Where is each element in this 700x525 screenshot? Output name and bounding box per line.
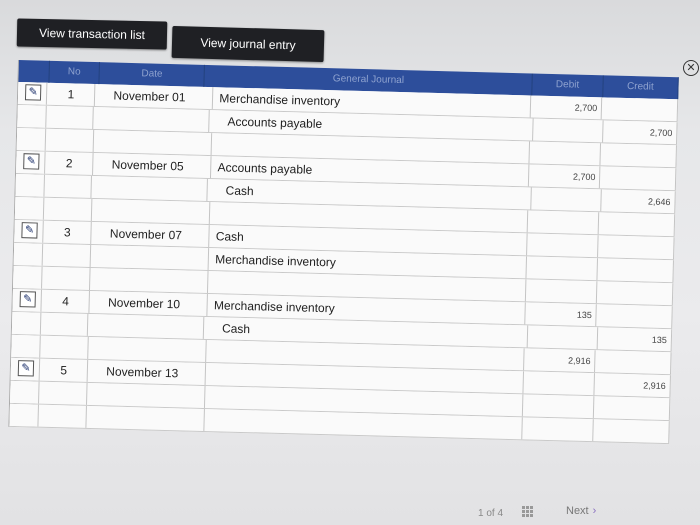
view-transaction-list-button[interactable]: View transaction list [17, 18, 168, 49]
chevron-right-icon: › [592, 505, 597, 517]
entry-number [46, 106, 94, 129]
edit-cell [15, 174, 44, 197]
edit-cell [11, 335, 41, 358]
header-credit: Credit [603, 75, 679, 99]
header-no: No [49, 61, 100, 84]
entry-number [42, 267, 91, 290]
debit-amount [523, 417, 595, 441]
credit-amount [597, 304, 673, 328]
account-name: Merchandise inventory [209, 248, 527, 278]
entry-date [91, 245, 209, 270]
credit-amount [599, 212, 675, 236]
account-name: Cash [204, 317, 528, 347]
debit-amount [528, 210, 600, 234]
entry-number: 4 [42, 290, 91, 313]
view-journal-entry-worksheet-button[interactable]: View journal entry [172, 26, 325, 62]
next-button[interactable] [566, 505, 596, 517]
credit-amount [595, 350, 671, 374]
edit-cell [14, 220, 44, 243]
entry-date: November 07 [92, 222, 210, 247]
account-name: Merchandise inventory [213, 87, 531, 117]
entry-date [92, 199, 210, 224]
entry-date: November 05 [93, 153, 211, 178]
debit-amount [528, 325, 598, 349]
edit-cell [9, 404, 39, 427]
entry-number [39, 405, 88, 428]
page-indicator: 1 of 4 [478, 508, 504, 519]
credit-amount [594, 419, 670, 443]
debit-amount [527, 256, 599, 280]
edit-cell [14, 243, 44, 266]
edit-cell [17, 105, 46, 128]
entry-number [41, 313, 89, 336]
account-name: Accounts payable [211, 156, 529, 186]
account-name: Cash [207, 179, 531, 209]
entry-number: 3 [43, 221, 92, 244]
debit-amount: 2,700 [529, 164, 601, 188]
edit-cell [18, 82, 48, 105]
debit-amount [533, 119, 603, 143]
header-date: Date [100, 62, 206, 87]
entry-date: November 13 [88, 360, 206, 385]
entry-date: November 01 [95, 84, 213, 109]
debit-amount [531, 187, 601, 211]
debit-amount [523, 394, 595, 418]
entry-date: November 10 [90, 291, 208, 316]
entry-date [88, 314, 205, 339]
edit-cell [16, 151, 46, 174]
credit-amount [602, 97, 678, 121]
entry-number [44, 198, 93, 221]
debit-amount [530, 141, 602, 165]
entry-number [44, 175, 92, 198]
credit-amount [594, 396, 670, 420]
edit-cell [12, 289, 42, 312]
entry-number [46, 129, 95, 152]
next-label: Next [566, 505, 589, 517]
pencil-icon[interactable]: ✎ [20, 291, 36, 307]
journal-table [8, 60, 678, 444]
entry-date [91, 176, 208, 201]
entry-number: 1 [47, 83, 96, 106]
edit-cell [17, 128, 47, 151]
header-debit: Debit [533, 73, 604, 97]
debit-amount: 135 [526, 302, 598, 326]
edit-cell [15, 197, 45, 220]
header-edit [18, 60, 49, 83]
grid-icon[interactable] [522, 506, 534, 518]
pencil-icon[interactable]: ✎ [21, 222, 37, 238]
entry-date [90, 268, 208, 293]
entry-date [89, 337, 207, 362]
debit-amount: 2,916 [524, 348, 596, 372]
close-icon[interactable]: ✕ [683, 60, 699, 76]
header-general-journal: General Journal [205, 65, 533, 96]
credit-amount: 2,700 [603, 120, 678, 144]
pencil-icon[interactable]: ✎ [23, 153, 39, 169]
edit-cell [13, 266, 43, 289]
entry-date [87, 383, 205, 408]
entry-number [40, 336, 89, 359]
entry-number [43, 244, 92, 267]
entry-date [93, 107, 210, 132]
pencil-icon[interactable]: ✎ [25, 84, 41, 100]
entry-number: 5 [40, 359, 89, 382]
credit-amount [600, 166, 676, 190]
credit-amount [598, 235, 674, 259]
debit-amount [524, 371, 596, 395]
entry-number [39, 382, 88, 405]
credit-amount [601, 143, 677, 167]
edit-cell [11, 358, 41, 381]
account-name: Cash [210, 225, 528, 255]
account-name: Merchandise inventory [208, 294, 526, 324]
pencil-icon[interactable]: ✎ [18, 360, 34, 376]
credit-amount [598, 258, 674, 282]
account-name: Accounts payable [209, 110, 533, 140]
entry-date [94, 130, 212, 155]
credit-amount [597, 281, 673, 305]
entry-date [87, 406, 205, 431]
debit-amount: 2,700 [531, 95, 603, 119]
entry-number: 2 [45, 152, 94, 175]
debit-amount [526, 279, 598, 303]
credit-amount: 135 [597, 327, 672, 351]
debit-amount [527, 233, 599, 257]
credit-amount: 2,646 [601, 189, 676, 213]
edit-cell [10, 381, 40, 404]
credit-amount: 2,916 [595, 373, 671, 397]
edit-cell [12, 312, 41, 335]
table-body [9, 82, 678, 444]
